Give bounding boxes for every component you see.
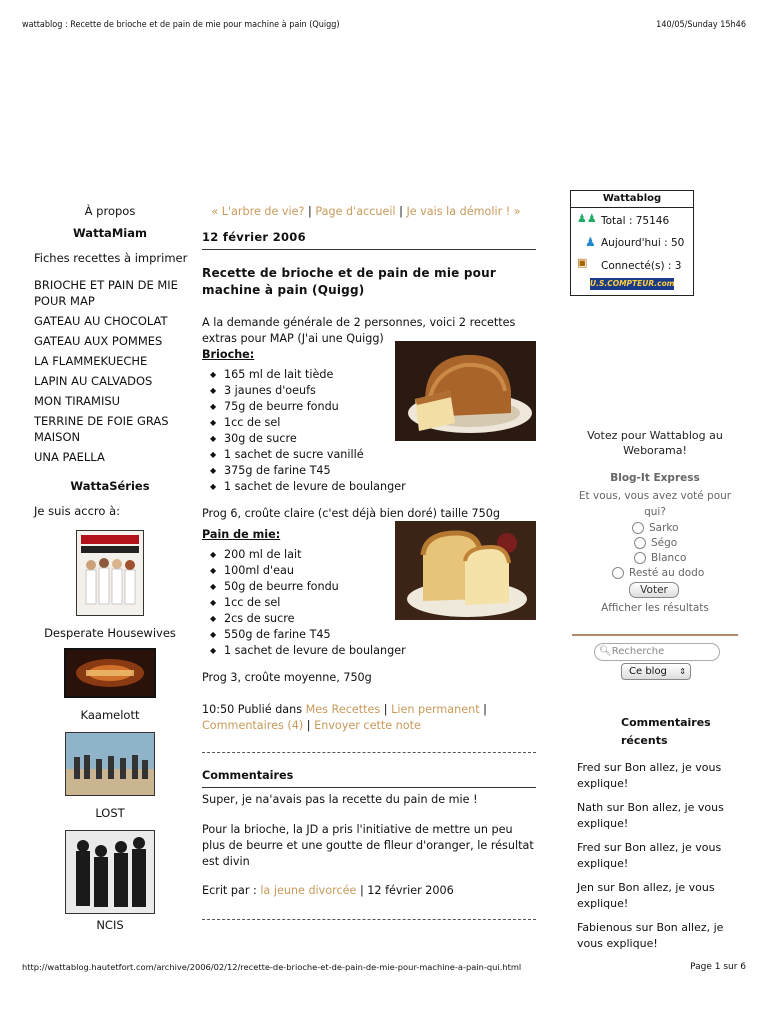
poll-radio[interactable] bbox=[634, 537, 646, 549]
fiches-label: Fiches recettes à imprimer bbox=[34, 251, 188, 265]
people-icon: ♟♟ bbox=[577, 212, 597, 225]
divider bbox=[202, 787, 536, 788]
counter-badge[interactable]: U.S.COMPTEUR.com bbox=[590, 279, 675, 288]
meta-separator: | bbox=[380, 703, 392, 716]
pain-de-mie-program: Prog 3, croûte moyenne, 750g bbox=[202, 671, 372, 684]
recent-comment-link[interactable]: Jen sur Bon allez, je vous explique! bbox=[577, 881, 715, 910]
search-input[interactable]: Recherche bbox=[611, 646, 665, 657]
poll-radio[interactable] bbox=[612, 567, 624, 579]
ingredient-item: ◆ 2cs de sucre bbox=[224, 611, 536, 627]
computers-icon: ▣ bbox=[577, 256, 588, 269]
accro-label: Je suis accro à: bbox=[34, 504, 121, 518]
visitor-counter bbox=[570, 190, 694, 296]
vote-widget bbox=[574, 428, 736, 614]
recent-comment-link[interactable]: Fred sur Bon allez, je vous explique! bbox=[577, 841, 722, 870]
prev-post-link[interactable]: « L'arbre de vie? bbox=[211, 205, 305, 218]
nav-separator: | bbox=[304, 205, 316, 218]
ingredient-item: ◆ 165 ml de lait tiède bbox=[224, 367, 536, 383]
series-caption: Desperate Housewives bbox=[44, 626, 176, 640]
poll-option-label: Blanco bbox=[651, 552, 687, 564]
recent-comment-link[interactable]: Fred sur Bon allez, je vous explique! bbox=[577, 761, 722, 790]
recent-comment-link[interactable]: Nath sur Bon allez, je vous explique! bbox=[577, 801, 724, 830]
ingredient-item: ◆ 3 jaunes d'oeufs bbox=[224, 383, 536, 399]
category-link[interactable]: Mes Recettes bbox=[305, 703, 381, 716]
main-content bbox=[202, 204, 536, 920]
brioche-heading: Brioche: bbox=[202, 348, 255, 361]
divider bbox=[202, 249, 536, 250]
ingredient-item: ◆ 1 sachet de levure de boulanger bbox=[224, 643, 536, 659]
brioche-program: Prog 6, croûte claire (c'est déjà bien doré) taille 750g bbox=[202, 507, 500, 520]
vote-intro: Votez pour Wattablog au Weborama! bbox=[587, 429, 723, 457]
poll-question: Et vous, vous avez voté pour qui? bbox=[578, 490, 732, 518]
comment-line: Super, je na'avais pas la recette du pain de mie ! bbox=[202, 793, 478, 806]
wattaseries-title: WattaSéries bbox=[70, 479, 150, 493]
print-footer-url: http://wattablog.hautetfort.com/archive/2006/02/12/recette-de-brioche-et-de-pain-de-mie-pour-machine-a-pain-qui.html bbox=[22, 962, 522, 972]
recent-comments-title: Commentaires récents bbox=[621, 716, 711, 747]
print-header-title: wattablog : Recette de brioche et de pain de mie pour machine à pain (Quigg) bbox=[22, 20, 340, 30]
post-intro: A la demande générale de 2 personnes, voici 2 recettes extras pour MAP (J'ai une Quigg) bbox=[202, 316, 516, 345]
lost-poster[interactable] bbox=[65, 732, 155, 796]
recipe-link[interactable]: GATEAU AUX POMMES bbox=[34, 334, 163, 348]
desperate-housewives-poster[interactable] bbox=[76, 530, 144, 616]
post-title: Recette de brioche et de pain de mie pour machine à pain (Quigg) bbox=[202, 266, 496, 297]
counter-today: Aujourd'hui : 50 bbox=[601, 237, 685, 249]
nav-separator: | bbox=[395, 205, 407, 218]
post-time: 10:50 Publié dans bbox=[202, 703, 306, 716]
ingredient-item: ◆ 50g de beurre fondu bbox=[224, 579, 536, 595]
person-icon: ♟ bbox=[585, 235, 596, 249]
home-link[interactable]: Page d'accueil bbox=[315, 205, 396, 218]
recipe-link[interactable]: LA FLAMMEKUECHE bbox=[34, 354, 148, 368]
series-caption: NCIS bbox=[96, 918, 124, 932]
wattamiam-title: WattaMiam bbox=[73, 226, 147, 240]
post-meta bbox=[202, 702, 536, 734]
recipe-link[interactable]: MON TIRAMISU bbox=[34, 394, 121, 408]
counter-total: Total : 75146 bbox=[601, 215, 670, 227]
poll-option-label: Ségo bbox=[651, 537, 678, 549]
ingredient-item: ◆ 375g de farine T45 bbox=[224, 463, 536, 479]
series-caption: LOST bbox=[95, 806, 125, 820]
next-post-link[interactable]: Je vais la démolir ! » bbox=[406, 205, 521, 218]
vote-button[interactable]: Voter bbox=[629, 582, 679, 598]
ingredient-item: ◆ 30g de sucre bbox=[224, 431, 536, 447]
meta-separator: | bbox=[303, 719, 315, 732]
search-scope-select[interactable] bbox=[621, 663, 691, 680]
series-caption: Kaamelott bbox=[80, 708, 140, 722]
divider bbox=[202, 919, 536, 920]
counter-title: Wattablog bbox=[571, 191, 693, 208]
kaamelott-poster[interactable] bbox=[64, 648, 156, 698]
pain-de-mie-photo bbox=[395, 521, 536, 620]
post-navigation bbox=[196, 204, 536, 220]
comments-count-link[interactable]: Commentaires (4) bbox=[202, 719, 304, 732]
ingredient-item: ◆ 100ml d'eau bbox=[224, 563, 536, 579]
poll-radio[interactable] bbox=[632, 522, 644, 534]
ingredient-item: ◆ 1 sachet de sucre vanillé bbox=[224, 447, 536, 463]
permalink-link[interactable]: Lien permanent bbox=[391, 703, 480, 716]
ingredient-item: ◆ 1cc de sel bbox=[224, 595, 536, 611]
recipe-link[interactable]: GATEAU AU CHOCOLAT bbox=[34, 314, 168, 328]
poll-title: Blog-It Express bbox=[610, 472, 700, 484]
recipe-link[interactable]: BRIOCHE ET PAIN DE MIE POUR MAP bbox=[34, 278, 178, 308]
search-scope-value: Ce blog bbox=[629, 666, 667, 677]
comment-date: | 12 février 2006 bbox=[356, 884, 454, 897]
send-note-link[interactable]: Envoyer cette note bbox=[314, 719, 421, 732]
ingredient-item: ◆ 1cc de sel bbox=[224, 415, 536, 431]
recent-comment-link[interactable]: Fabienous sur Bon allez, je vous explique! bbox=[577, 921, 724, 950]
search-icon: 🔍︎ bbox=[599, 646, 612, 657]
show-results-link[interactable]: Afficher les résultats bbox=[601, 602, 709, 614]
search-box[interactable] bbox=[594, 643, 720, 661]
ingredient-item: ◆ 200 ml de lait bbox=[224, 547, 536, 563]
recent-comments bbox=[577, 714, 741, 950]
poll-radio[interactable] bbox=[634, 552, 646, 564]
divider bbox=[202, 752, 536, 753]
poll-option-label: Sarko bbox=[649, 522, 679, 534]
recipe-link[interactable]: LAPIN AU CALVADOS bbox=[34, 374, 153, 388]
poll-option-label: Resté au dodo bbox=[629, 567, 705, 579]
ingredient-item: ◆ 1 sachet de levure de boulanger bbox=[224, 479, 536, 495]
pain-de-mie-heading: Pain de mie: bbox=[202, 528, 281, 541]
comment-line: Pour la brioche, la JD a pris l'initiative de mettre un peu plus de beurre et une goutte de flleur d'oranger, le résultat est divin bbox=[202, 823, 534, 868]
comment-author-link[interactable]: la jeune divorcée bbox=[260, 884, 357, 897]
ingredient-item: ◆ 550g de farine T45 bbox=[224, 627, 536, 643]
ingredient-item: ◆ 75g de beurre fondu bbox=[224, 399, 536, 415]
poll-options bbox=[626, 522, 736, 579]
print-footer-page: Page 1 sur 6 bbox=[690, 962, 746, 972]
updown-arrows-icon: ⇕ bbox=[679, 667, 686, 676]
recipe-link[interactable]: UNA PAELLA bbox=[34, 450, 105, 464]
apropos-link[interactable]: À propos bbox=[84, 204, 136, 218]
comment-author-line bbox=[202, 883, 536, 899]
ncis-poster[interactable] bbox=[65, 830, 155, 914]
comment-by-label: Ecrit par : bbox=[202, 884, 261, 897]
brioche-photo bbox=[395, 341, 536, 441]
print-header-timestamp: 140/05/Sunday 15h46 bbox=[656, 20, 746, 30]
left-sidebar bbox=[28, 204, 192, 932]
meta-separator: | bbox=[479, 703, 487, 716]
counter-connected: Connecté(s) : 3 bbox=[601, 260, 682, 272]
recipe-list bbox=[28, 277, 192, 465]
comments-heading: Commentaires bbox=[202, 769, 294, 782]
post-date: 12 février 2006 bbox=[202, 230, 306, 244]
recipe-link[interactable]: TERRINE DE FOIE GRAS MAISON bbox=[34, 414, 169, 444]
divider bbox=[572, 634, 738, 636]
